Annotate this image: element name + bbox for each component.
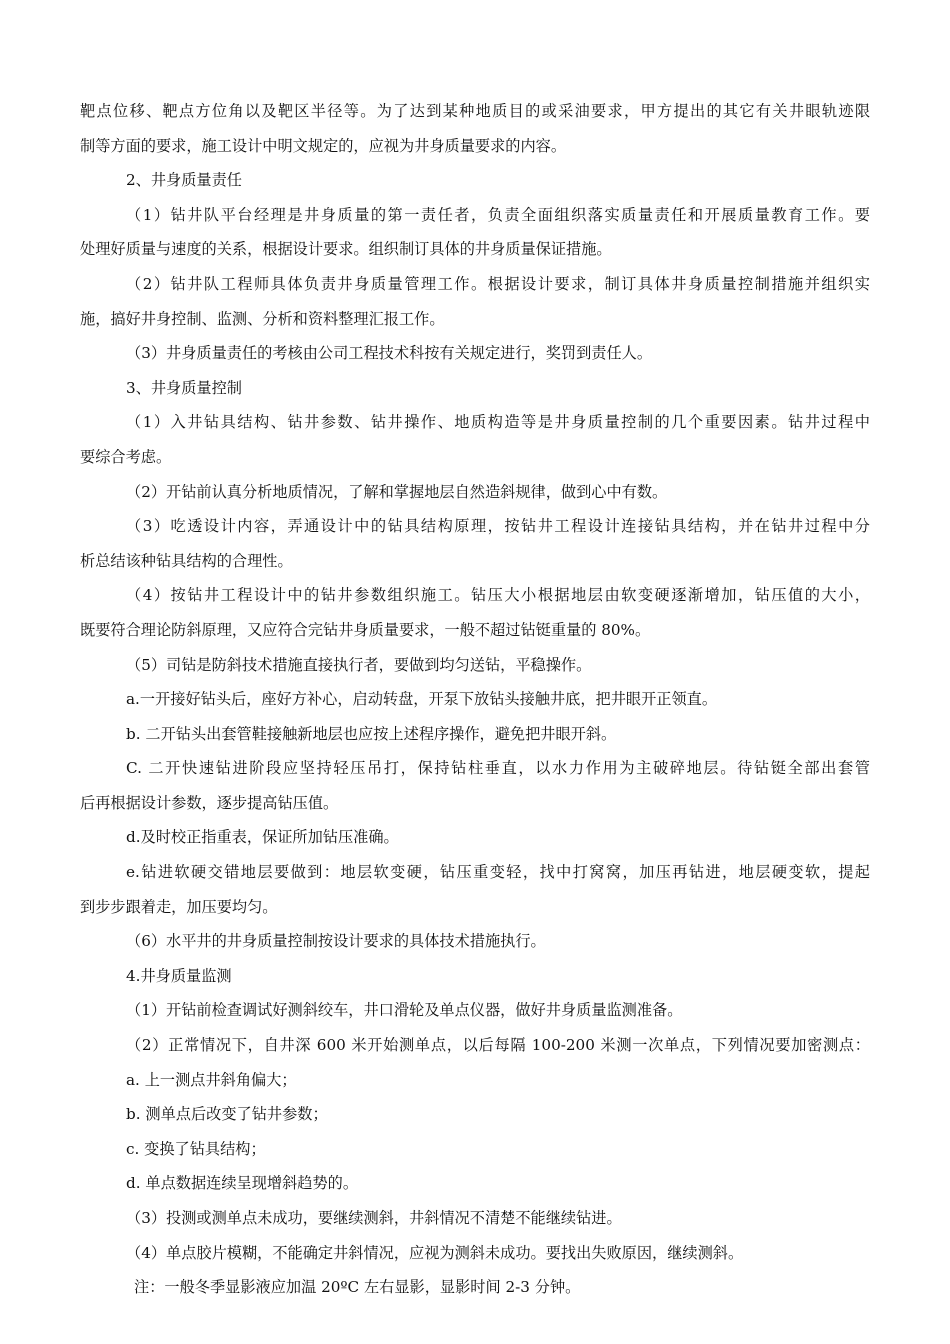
text-line: 析总结该种钻具结构的合理性。 bbox=[80, 551, 293, 570]
text-line: （3）投测或测单点未成功，要继续测斜，井斜情况不清楚不能继续钻进。 bbox=[126, 1209, 622, 1227]
text-line: a. 上一测点井斜角偏大； bbox=[126, 1070, 297, 1089]
text-line: b. 测单点后改变了钻井参数； bbox=[126, 1105, 328, 1124]
text-line: a.一开接好钻头后，座好方补心，启动转盘，开泵下放钻头接触井底，把井眼开正领直。 bbox=[126, 690, 718, 709]
text-line: （2）钻井队工程师具体负责井身质量管理工作。根据设计要求，制订具体井身质量控制措施并组织实 bbox=[126, 274, 870, 293]
text-line: c. 变换了钻具结构； bbox=[126, 1139, 266, 1158]
text-line: 既要符合理论防斜原理，又应符合完钻井身质量要求，一般不超过钻铤重量的 80%。 bbox=[80, 620, 651, 639]
text-line: （2）开钻前认真分析地质情况，了解和掌握地层自然造斜规律，做到心中有数。 bbox=[126, 482, 668, 501]
text-line: （2）正常情况下，自井深 600 米开始测单点，以后每隔 100-200 米测一次单点，下列情况要加密测点： bbox=[126, 1036, 870, 1055]
text-line: （6）水平井的井身质量控制按设计要求的具体技术措施执行。 bbox=[126, 932, 546, 951]
text-line: 施，搞好井身控制、监测、分析和资料整理汇报工作。 bbox=[80, 309, 445, 328]
text-line: d. 单点数据连续呈现增斜趋势的。 bbox=[126, 1174, 359, 1193]
text-line: 处理好质量与速度的关系，根据设计要求。组织制订具体的井身质量保证措施。 bbox=[80, 240, 612, 259]
document-body bbox=[80, 94, 870, 1305]
text-line: e.钻进软硬交错地层要做到：地层软变硬，钻压重变轻，找中打窝窝，加压再钻进，地层硬变软，提起 bbox=[126, 863, 870, 882]
text-line: （5）司钻是防斜技术措施直接执行者，要做到均匀送钻，平稳操作。 bbox=[126, 655, 592, 674]
text-line: （1）钻井队平台经理是井身质量的第一责任者，负责全面组织落实质量责任和开展质量教育工作。要 bbox=[126, 205, 870, 224]
text-line: 2、井身质量责任 bbox=[126, 171, 242, 190]
text-line: （4）单点胶片模糊，不能确定井斜情况，应视为测斜未成功。要找出失败原因，继续测斜。 bbox=[126, 1243, 744, 1262]
text-line: b. 二开钻头出套管鞋接触新地层也应按上述程序操作，避免把井眼开斜。 bbox=[126, 724, 617, 743]
text-line: 注：一般冬季显影液应加温 20ºC 左右显影，显影时间 2-3 分钟。 bbox=[134, 1278, 581, 1297]
text-line: （1）入井钻具结构、钻井参数、钻井操作、地质构造等是井身质量控制的几个重要因素。钻井过程中 bbox=[126, 413, 870, 432]
text-line: 靶点位移、靶点方位角以及靶区半径等。为了达到某种地质目的或采油要求，甲方提出的其它有关井眼轨迹限 bbox=[80, 102, 870, 120]
text-line: （3）井身质量责任的考核由公司工程技术科按有关规定进行，奖罚到责任人。 bbox=[126, 344, 653, 363]
text-line: 制等方面的要求，施工设计中明文规定的，应视为井身质量要求的内容。 bbox=[80, 136, 566, 155]
text-line: （4）按钻井工程设计中的钻井参数组织施工。钻压大小根据地层由软变硬逐渐增加，钻压值的大小， bbox=[126, 586, 870, 605]
text-line: 后再根据设计参数，逐步提高钻压值。 bbox=[80, 793, 339, 812]
text-line: 要综合考虑。 bbox=[80, 447, 172, 466]
text-line: d.及时校正指重表，保证所加钻压准确。 bbox=[126, 828, 399, 847]
text-line: 到步步跟着走，加压要均匀。 bbox=[80, 897, 278, 916]
text-line: C. 二开快速钻进阶段应坚持轻压吊打，保持钻柱垂直，以水力作用为主破碎地层。待钻铤全部出套管 bbox=[126, 759, 870, 778]
text-line: 4.井身质量监测 bbox=[126, 966, 232, 985]
text-line: （3）吃透设计内容，弄通设计中的钻具结构原理，按钻井工程设计连接钻具结构，并在钻井过程中分 bbox=[126, 517, 870, 536]
text-line: （1）开钻前检查调试好测斜绞车，井口滑轮及单点仪器，做好井身质量监测准备。 bbox=[126, 1001, 683, 1020]
text-line: 3、井身质量控制 bbox=[126, 378, 242, 397]
